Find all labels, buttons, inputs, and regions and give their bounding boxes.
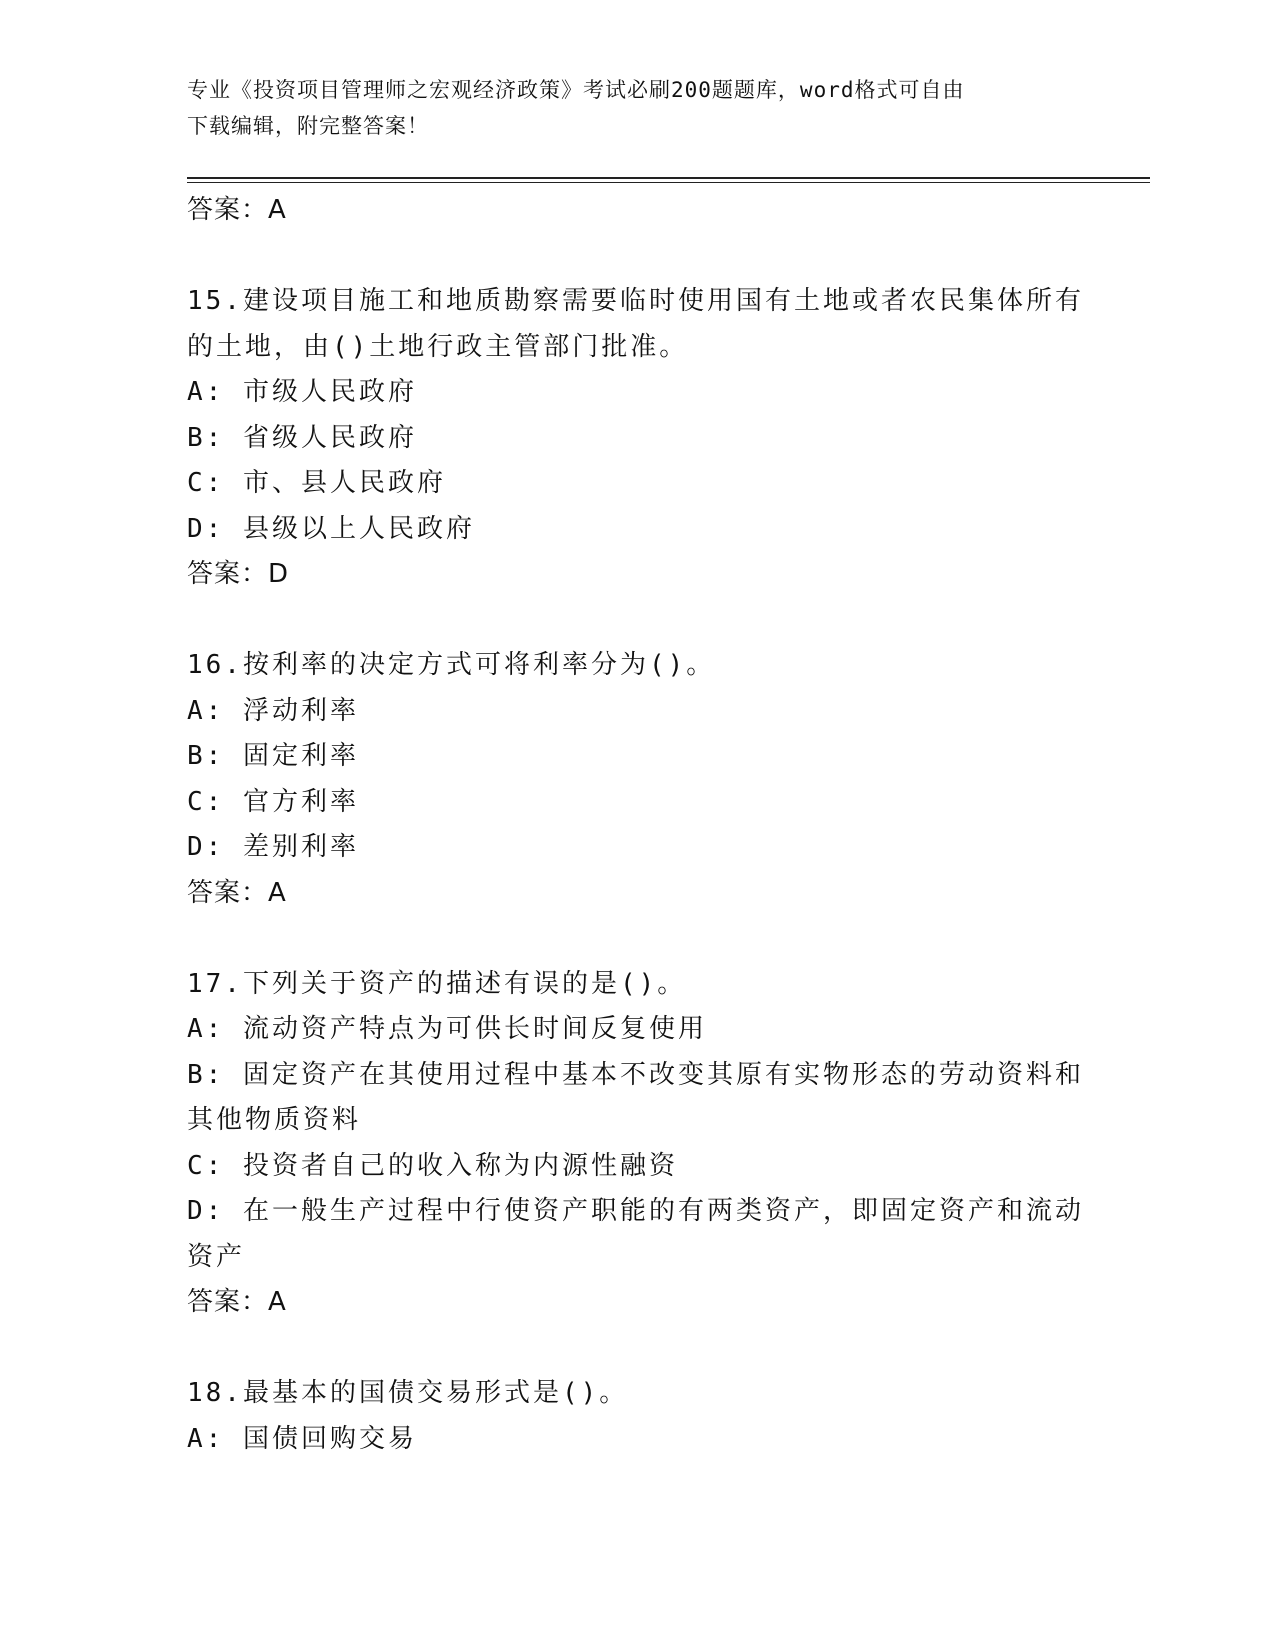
- answer: 答案：A: [187, 877, 287, 908]
- header-rule: [187, 177, 1150, 179]
- option-c: C: 官方利率: [187, 786, 359, 817]
- option-c: C: 投资者自己的收入称为内源性融资: [187, 1150, 678, 1181]
- answer-previous: 答案：A: [187, 195, 287, 225]
- header-line-1: 专业《投资项目管理师之宏观经济政策》考试必刷200题题库，word格式可自由: [187, 78, 965, 102]
- option-a: A: 浮动利率: [187, 695, 359, 726]
- question-stem: 16.按利率的决定方式可将利率分为()。: [187, 650, 716, 680]
- answer: 答案：A: [187, 1287, 287, 1317]
- option-b: B: 固定利率: [187, 741, 359, 771]
- question-stem: 18.最基本的国债交易形式是()。: [187, 1378, 629, 1408]
- header-rule-thin: [187, 182, 1150, 183]
- question-stem: 15.建设项目施工和地质勘察需要临时使用国有土地或者农民集体所有: [187, 286, 1084, 316]
- option-d: D: 县级以上人民政府: [187, 513, 475, 544]
- option-a: A: 市级人民政府: [187, 377, 417, 407]
- option-d: D: 在一般生产过程中行使资产职能的有两类资产，即固定资产和流动: [187, 1196, 1084, 1226]
- question-stem: 17.下列关于资产的描述有误的是()。: [187, 968, 687, 999]
- question-17: [187, 962, 1087, 1326]
- question-18: [187, 1371, 1087, 1462]
- question-15: [187, 279, 1087, 598]
- header-line-2: 下载编辑，附完整答案！: [187, 114, 429, 138]
- option-d-cont: 资产: [187, 1241, 246, 1272]
- page-header: [187, 72, 1087, 144]
- option-b: B: 固定资产在其使用过程中基本不改变其原有实物形态的劳动资料和: [187, 1059, 1084, 1090]
- option-c: C: 市、县人民政府: [187, 468, 446, 498]
- option-b: B: 省级人民政府: [187, 422, 417, 453]
- question-stem: 的土地，由()土地行政主管部门批准。: [187, 331, 689, 362]
- option-a: A: 流动资产特点为可供长时间反复使用: [187, 1014, 707, 1044]
- answer: 答案：D: [187, 559, 290, 589]
- option-a: A: 国债回购交易: [187, 1423, 417, 1454]
- option-b-cont: 其他物质资料: [187, 1105, 362, 1135]
- question-16: [187, 643, 1087, 916]
- option-d: D: 差别利率: [187, 832, 359, 862]
- question-list: [187, 188, 1087, 1462]
